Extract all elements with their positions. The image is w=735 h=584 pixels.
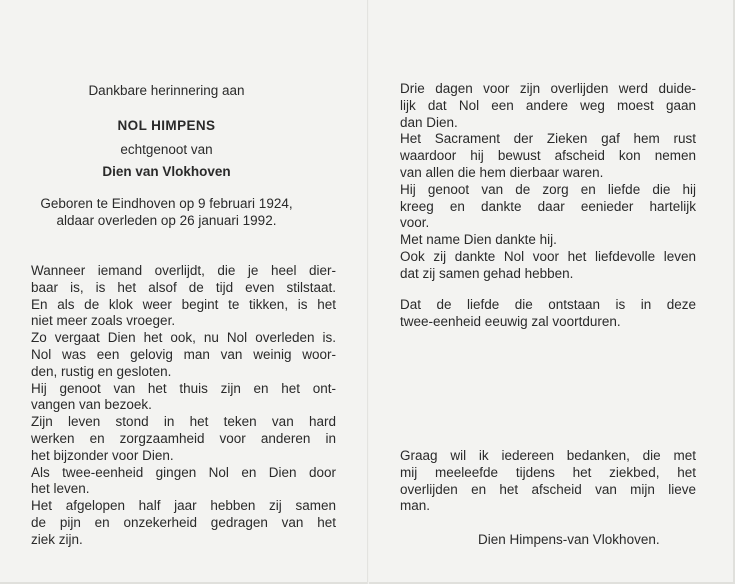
poem-line: Het afgelopen half jaar hebben zij samen (31, 498, 336, 514)
spouse-label: echtgenoot van (120, 142, 213, 157)
paragraph-line: Met name Dien dankte hij. (400, 232, 557, 248)
paragraph-line: voor. (400, 215, 430, 231)
poem-line: Wanneer iemand overlijdt, die je heel dier- (31, 263, 336, 278)
paragraph-line: van allen die hem dierbaar waren. (400, 164, 604, 180)
intro-text: Dankbare herinnering aan (88, 83, 245, 98)
death-line: aldaar overleden op 26 januari 1992. (56, 213, 277, 228)
poem-line: Als twee-eenheid gingen Nol en Dien door (31, 464, 336, 480)
poem-line: Hij genoot van het thuis zijn en het ont- (31, 380, 336, 396)
poem-line: Zijn leven stond in het teken van hard (31, 414, 336, 430)
center-fold (367, 0, 369, 584)
poem-line: Zo vergaat Dien het ook, nu Nol overleden is. (31, 330, 336, 346)
thanks-paragraph (400, 448, 696, 515)
poem-line: En als de klok weer begint te tikken, is het (31, 296, 336, 312)
poem-line: ziek zijn. (31, 531, 83, 547)
paragraph-line: twee-eenheid eeuwig zal voortduren. (400, 313, 621, 329)
poem-line: den, rustig en gesloten. (31, 363, 172, 379)
spouse-name: Dien van Vlokhoven (102, 164, 231, 179)
poem-line: Nol was een gelovig man van weinig woor- (31, 346, 336, 362)
paragraph-line: man. (400, 498, 431, 514)
farewell-paragraph (400, 81, 696, 283)
paragraph-line: lijk dat Nol een andere weg moest gaan (400, 97, 696, 113)
paragraph-line: kreeg en dankte daar eenieder hartelijk (400, 198, 696, 214)
deceased-name: NOL HIMPENS (117, 118, 216, 133)
birth-line: Geboren te Eindhoven op 9 februari 1924, (40, 196, 293, 211)
poem-text (31, 263, 336, 549)
poem-line: vangen van bezoek. (31, 397, 152, 413)
paragraph-line: Hij genoot van de zorg en liefde die hij (400, 181, 696, 197)
paragraph-line: dat zij samen gehad hebben. (400, 265, 574, 281)
poem-line: de pijn en onzekerheid gedragen van het (31, 514, 336, 530)
paragraph-line: Dat de liefde die ontstaan is in deze (400, 297, 696, 312)
paragraph-line: waardoor hij bewust afscheid kon nemen (400, 148, 696, 164)
paragraph-line: Drie dagen voor zijn overlijden werd duide- (400, 81, 696, 96)
poem-line: werken en zorgzaamheid voor anderen in (31, 430, 336, 446)
poem-line: niet meer zoals vroeger. (31, 313, 176, 329)
paragraph-line: Ook zij dankte Nol voor het liefdevolle leven (400, 248, 696, 264)
poem-line: baar is, is het alsof de tijd even stilstaat. (31, 279, 336, 295)
paragraph-line: Het Sacrament der Zieken gaf hem rust (400, 131, 696, 147)
paragraph-line: overlijden en het afscheid van mijn lieve (400, 481, 696, 497)
signature: Dien Himpens-van Vlokhoven. (478, 532, 660, 547)
paragraph-line: dan Dien. (400, 114, 458, 130)
paragraph-line: mij meeleefde tijdens het ziekbed, het (400, 464, 696, 480)
poem-line: het leven. (31, 481, 90, 497)
paragraph-line: Graag wil ik iedereen bedanken, die met (400, 448, 696, 463)
eternal-love-paragraph (400, 297, 696, 331)
poem-line: het bijzonder voor Dien. (31, 447, 174, 463)
